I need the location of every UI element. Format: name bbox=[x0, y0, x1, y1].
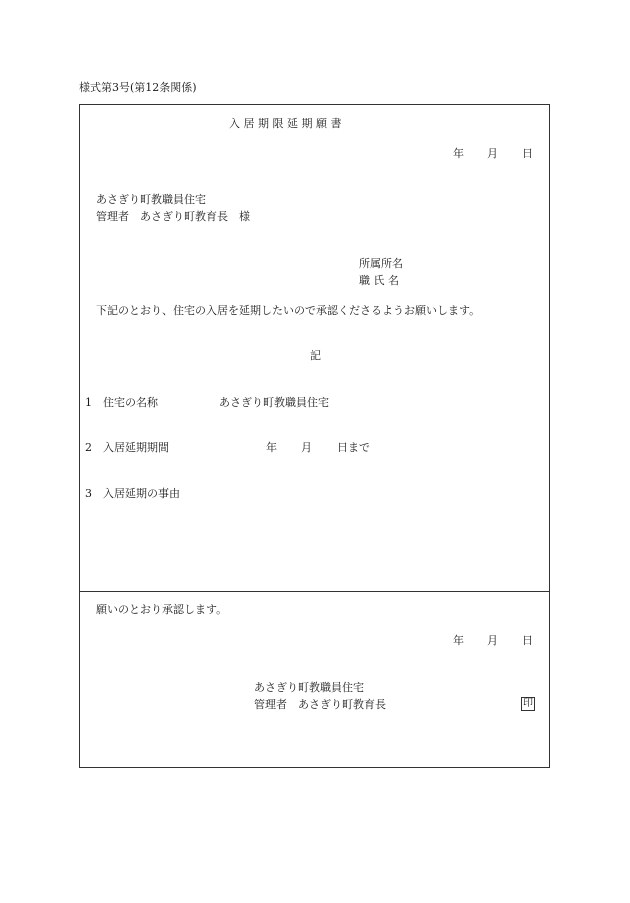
ki-heading: 記 bbox=[310, 349, 321, 362]
approval-date-day: 日 bbox=[522, 634, 533, 647]
section-divider bbox=[79, 591, 550, 592]
item-3-number: 3 bbox=[85, 487, 92, 500]
item-2-day-until: 日まで bbox=[337, 441, 370, 454]
approval-org-line-1: あさぎり町教職員住宅 bbox=[254, 681, 364, 694]
date-year-label: 年 bbox=[453, 147, 464, 160]
addressee-line-2: 管理者 あさぎり町教育長 様 bbox=[96, 210, 250, 223]
seal-mark: 印 bbox=[523, 698, 533, 709]
date-month-label: 月 bbox=[487, 147, 498, 160]
item-3-label: 入居延期の事由 bbox=[103, 487, 180, 500]
item-2-month: 月 bbox=[301, 441, 312, 454]
item-2-year: 年 bbox=[266, 441, 277, 454]
applicant-name-label: 職 氏 名 bbox=[359, 274, 399, 287]
item-1-number: 1 bbox=[85, 396, 92, 409]
form-number: 様式第3号(第12条関係) bbox=[79, 81, 197, 94]
applicant-affiliation-label: 所属所名 bbox=[359, 257, 403, 270]
item-2-label: 入居延期期間 bbox=[103, 441, 169, 454]
item-2-number: 2 bbox=[85, 441, 92, 454]
date-day-label: 日 bbox=[522, 147, 533, 160]
approval-text: 願いのとおり承認します。 bbox=[96, 603, 228, 616]
request-text: 下記のとおり、住宅の入居を延期したいので承認くださるようお願いします。 bbox=[96, 304, 481, 317]
approval-org-line-2: 管理者 あさぎり町教育長 bbox=[254, 698, 386, 711]
form-title: 入 居 期 限 延 期 願 書 bbox=[229, 117, 342, 130]
approval-date-month: 月 bbox=[487, 634, 498, 647]
item-1-label: 住宅の名称 bbox=[103, 396, 158, 409]
approval-date-year: 年 bbox=[453, 634, 464, 647]
addressee-line-1: あさぎり町教職員住宅 bbox=[96, 193, 206, 206]
item-1-value: あさぎり町教職員住宅 bbox=[219, 396, 329, 409]
